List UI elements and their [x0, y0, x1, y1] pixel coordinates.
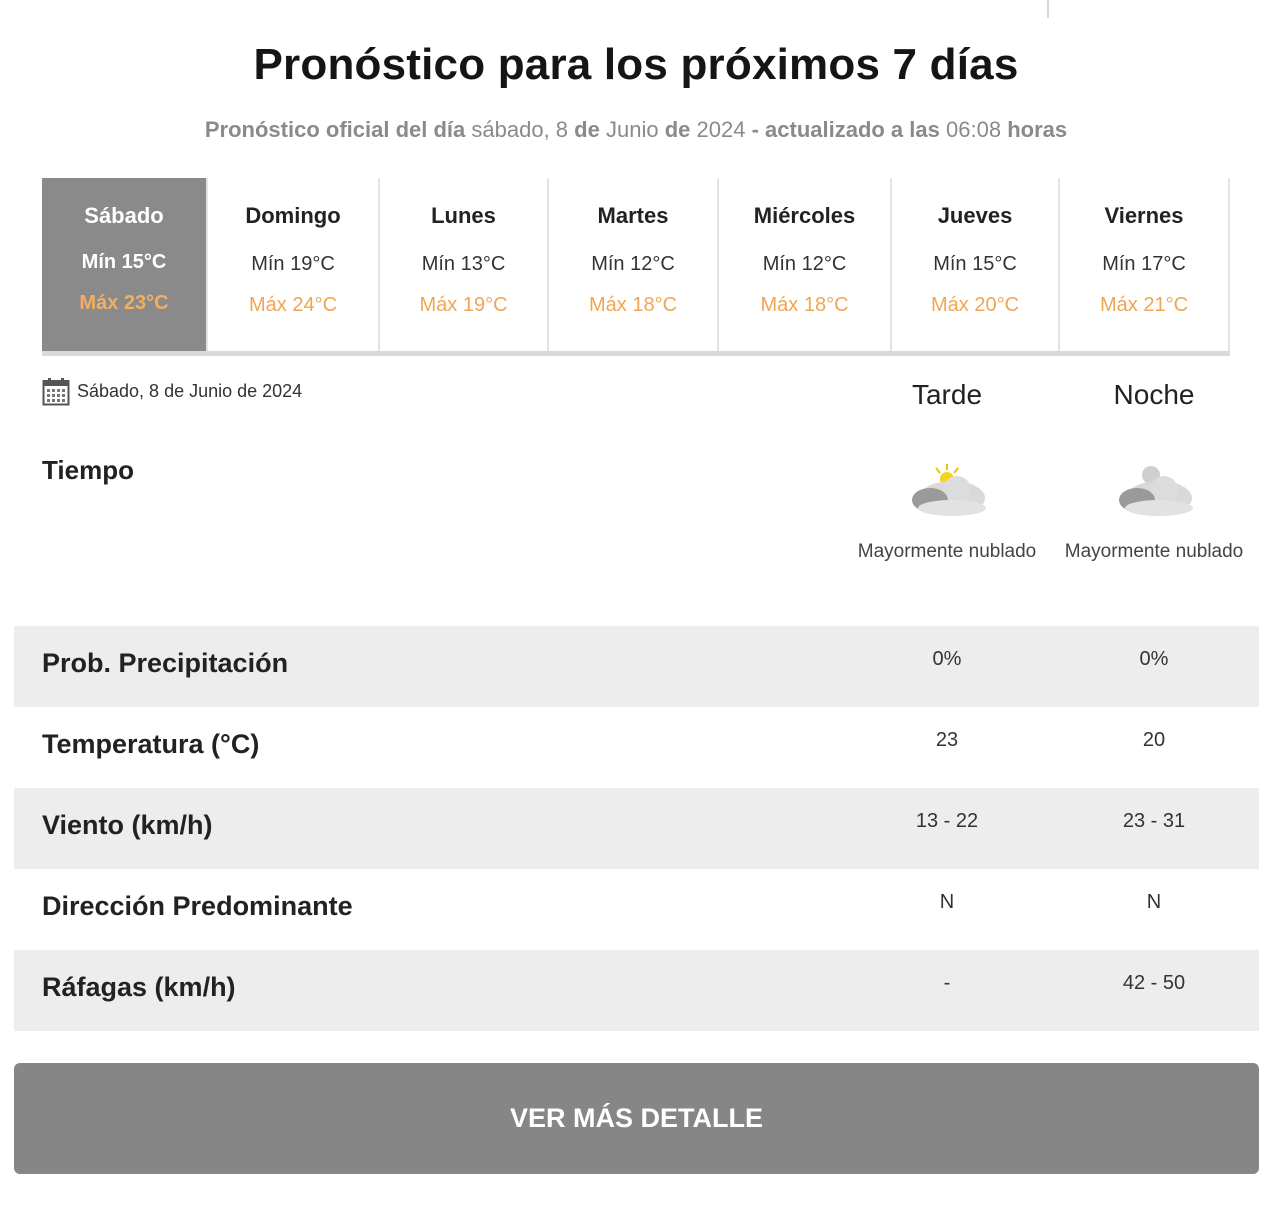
subtitle-horas: horas: [1007, 117, 1068, 142]
row-value-tarde: 0%: [932, 648, 962, 670]
day-min-temp: Mín 13°C: [421, 253, 506, 275]
subtitle-de-1: de: [574, 117, 600, 142]
day-max-temp: Máx 24°C: [248, 294, 338, 316]
weather-description-tarde: Mayormente nublado: [857, 541, 1037, 562]
day-name: Lunes: [431, 203, 496, 228]
row-label: Ráfagas (km/h): [42, 972, 236, 1002]
day-max-temp: Máx 18°C: [760, 294, 849, 316]
day-min-temp: Mín 19°C: [251, 253, 335, 275]
row-label: Dirección Predominante: [42, 891, 353, 921]
column-header-noche: Noche: [1113, 379, 1195, 410]
subtitle-time: 06:08: [946, 117, 1002, 142]
weather-description-noche: Mayormente nublado: [1064, 541, 1244, 562]
table-row: [14, 788, 1259, 869]
row-value-noche: 20: [1142, 729, 1166, 751]
row-label: Prob. Precipitación: [42, 648, 289, 678]
subtitle-de-2: de: [664, 117, 691, 142]
day-tab-martes[interactable]: [549, 178, 719, 351]
day-min-temp: Mín 17°C: [1102, 253, 1186, 275]
day-min-temp: Mín 15°C: [933, 253, 1017, 275]
day-tab-miercoles[interactable]: [719, 178, 892, 351]
subtitle-day-date: sábado, 8: [471, 117, 569, 142]
day-name: Miércoles: [753, 203, 856, 228]
day-tab-lunes[interactable]: [380, 178, 549, 351]
subtitle-year: 2024: [696, 117, 746, 142]
day-min-temp: Mín 12°C: [591, 253, 675, 275]
day-max-temp: Máx 18°C: [588, 294, 678, 316]
row-value-noche: 23 - 31: [1122, 810, 1186, 832]
selected-date-row: [42, 377, 302, 406]
day-max-temp: Máx 21°C: [1099, 294, 1189, 316]
day-name: Jueves: [937, 203, 1013, 228]
row-value-tarde: 23: [935, 729, 959, 751]
day-name: Martes: [597, 203, 669, 228]
forecast-subtitle: [0, 117, 1272, 143]
partly-cloudy-night-icon: [1109, 460, 1199, 520]
row-label: Temperatura (°C): [42, 729, 260, 759]
forecast-table: [14, 626, 1259, 1031]
subtitle-month: Junio: [605, 117, 659, 142]
day-min-temp: Mín 15°C: [81, 251, 167, 273]
subtitle-updated: - actualizado a las: [751, 117, 940, 142]
more-detail-button[interactable]: VER MÁS DETALLE: [14, 1063, 1259, 1174]
day-max-temp: Máx 20°C: [930, 294, 1020, 316]
day-name: Sábado: [84, 203, 164, 228]
weather-label: Tiempo: [42, 455, 134, 485]
day-name: Viernes: [1104, 203, 1184, 228]
row-value-tarde: 13 - 22: [915, 810, 979, 832]
table-row: [14, 869, 1259, 950]
day-max-temp: Máx 23°C: [79, 292, 169, 314]
table-row: [14, 626, 1259, 707]
selected-date: Sábado, 8 de Junio de 2024: [77, 381, 303, 401]
row-value-noche: 0%: [1139, 648, 1169, 670]
subtitle-prefix: Pronóstico oficial del día: [204, 117, 466, 142]
row-value-noche: N: [1146, 891, 1162, 913]
day-tabs: [42, 178, 1230, 356]
day-min-temp: Mín 12°C: [762, 253, 847, 275]
table-row: [14, 707, 1259, 788]
day-tab-jueves[interactable]: [892, 178, 1060, 351]
row-value-noche: 42 - 50: [1122, 972, 1186, 994]
partly-cloudy-day-icon: [902, 460, 992, 520]
day-tab-viernes[interactable]: [1060, 178, 1230, 351]
calendar-icon: [42, 377, 70, 406]
page-title: Pronóstico para los próximos 7 días: [253, 40, 1019, 89]
column-header-tarde: Tarde: [911, 379, 983, 410]
row-value-tarde: N: [939, 891, 955, 913]
row-label: Viento (km/h): [42, 810, 213, 840]
top-divider: [1047, 0, 1049, 18]
day-tab-sabado[interactable]: [42, 178, 208, 351]
row-value-tarde: -: [943, 972, 951, 994]
day-tab-domingo[interactable]: [208, 178, 380, 351]
day-name: Domingo: [245, 203, 341, 228]
table-row: [14, 950, 1259, 1031]
day-max-temp: Máx 19°C: [419, 294, 508, 316]
